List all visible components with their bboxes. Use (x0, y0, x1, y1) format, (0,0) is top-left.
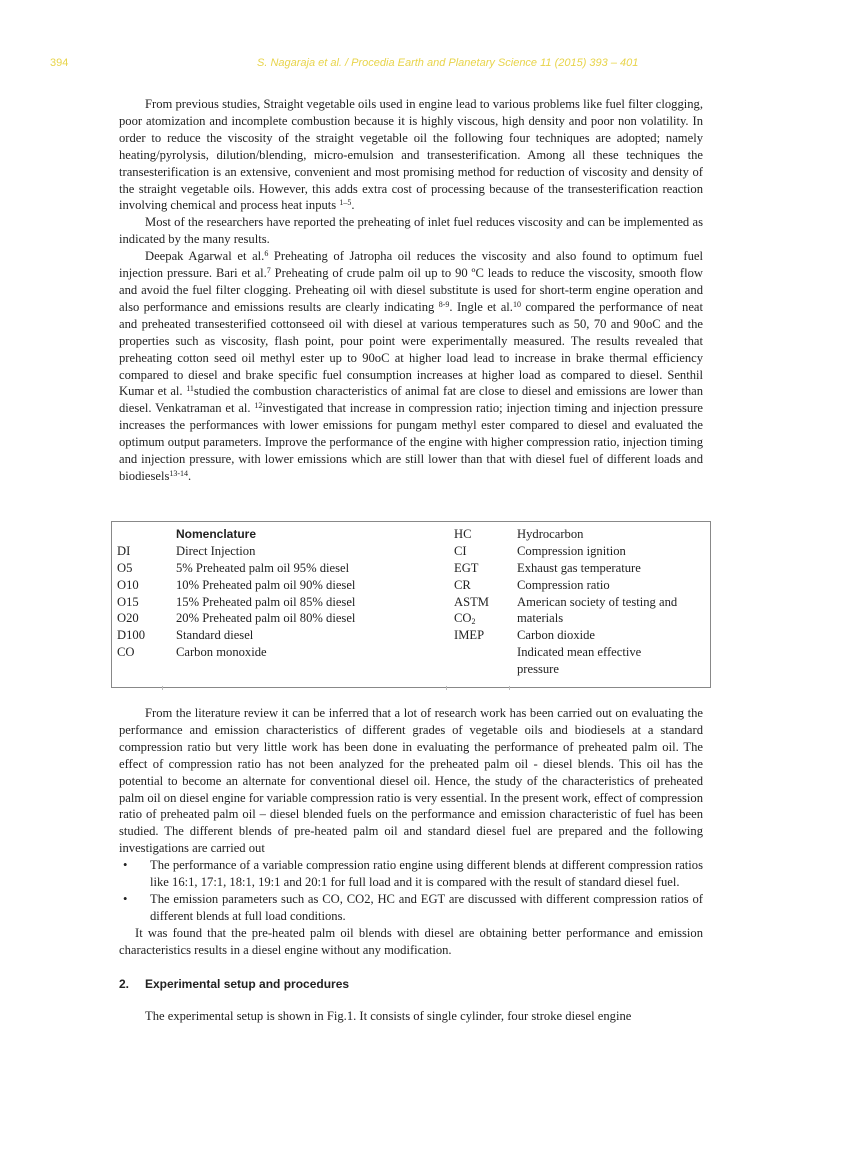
nomenclature-box (111, 521, 711, 688)
nomenclature-row: ASTM American society of testing and (454, 594, 678, 609)
table-tick (446, 686, 447, 690)
investigation-list (119, 857, 703, 925)
table-tick (509, 686, 510, 690)
citation: 7 (266, 266, 271, 276)
citation: 10 (512, 299, 521, 309)
paragraph-finding: It was found that the pre-heated palm oil blends with diesel are obtaining better performance and emission characteristics results in a diesel engine without any modification. (119, 925, 703, 957)
nomenclature-row: O15 15% Preheated palm oil 85% diesel (117, 594, 356, 609)
nomenclature-right-column (454, 526, 706, 678)
nomenclature-row: D100 Standard diesel (117, 628, 254, 643)
nomenclature-row: O5 5% Preheated palm oil 95% diesel (117, 560, 350, 575)
nomenclature-title: Nomenclature (176, 527, 257, 541)
citation: 1–5 (339, 198, 352, 208)
citation: 8-9 (438, 299, 450, 309)
section-number: 2. (119, 976, 130, 991)
paragraph-literature-review: From the literature review it can be inferred that a lot of research work has been carried out on evaluating the performance and emission characteristics of different grades of vegetable oils and biodiesels at a standard compression ratio but very little work has been done in evaluating the performance of preheated palm oil. The effect of compression ratio has not been analyzed for the preheated palm oil - diesel blends. This oil has the potential to become an alternate for conventional diesel oil. Hence, the study of the characteristics of preheated palm oil on diesel engine for variable compression ratio is very essential. In the present work, effect of compression ratio of preheated palm oil – diesel blended fuels on the performance and emission characteristic of fuel has been studied. The different blends of pre-heated palm oil and standard diesel fuel are prepared and the following investigations are carried out (119, 706, 703, 856)
citation: 11 (186, 384, 194, 394)
citation: 13-14 (169, 468, 189, 478)
section-heading (119, 976, 703, 993)
bullet-icon: • (123, 891, 128, 906)
table-tick (162, 686, 163, 690)
paragraph-literature: Deepak Agarwal et al.$^6$ Preheating of Jatropha oil reduces the viscosity and also found to optimum fuel injection pressure. Bari et al.$^7$ Preheating of crude palm oil up to 90 ºC leads to reduce the viscosity, smooth flow and avoid the fuel filter clogging. Preheating oil with diesel substitute is used for short-term engine operation and also performance and emissions results are clearly indicating $^{8-9}$. Ingle et al.$^{10}$ compared the performance of neat and preheated transesterified cottonseed oil with diesel at various temperatures such as 50, 70 and 90oC and the properties such as viscosity, flash point, pour point were experimentally measured. The results revealed that preheating cotton seed oil methyl ester up to 90oC at higher load lead to increase in brake thermal efficiency compared to diesel and brake specific fuel consumption increases at higher load as compared to diesel. Senthil Kumar et al. $^{11}$studied the combustion characteristics of animal fat are close to diesel and emissions are lower than diesel. Venkatraman et al. $^{12}$investigated that increase in compression ratio; injection timing and injection pressure increases the performances with lower emissions for pungam methyl ester compared to diesel and evaluated the optimum output parameters. Improve the performance of the engine with higher compression ratio, injection timing and injection pressure, with lower emissions which are still lower than that with diesel fuel of different loads and biodiesels$^{13-14}$. (119, 249, 703, 483)
running-header (0, 57, 846, 73)
list-item: • The performance of a variable compression ratio engine using different blends at different compression ratios like 16:1, 17:1, 18:1, 19:1 and 20:1 for full load and it is compared with the result of standard diesel fuel. (123, 858, 703, 890)
paragraph-setup: The experimental setup is shown in Fig.1. It consists of single cylinder, four stroke diesel engine (145, 1008, 632, 1023)
nomenclature-row: IMEP Carbon dioxide (454, 628, 595, 643)
running-title: S. Nagaraja et al. / Procedia Earth and Planetary Science 11 (2015) 393 – 401 (257, 57, 639, 69)
nomenclature-row: $CO_2$ materials (454, 611, 564, 627)
list-item: • The emission parameters such as CO, CO2, HC and EGT are discussed with different compression ratios of different blends at full load conditions. (123, 891, 703, 923)
citation: 12 (254, 401, 263, 411)
citation: 6 (264, 249, 269, 259)
nomenclature-row: DI Direct Injection (117, 543, 256, 558)
article-body-top (119, 96, 703, 485)
paragraph-preheating: Most of the researchers have reported the preheating of inlet fuel reduces viscosity and can be implemented as indicated by the many results. (119, 215, 703, 247)
nomenclature-left-column (117, 526, 447, 661)
nomenclature-row: CR Compression ratio (454, 577, 610, 592)
nomenclature-row: Indicated mean effective (517, 645, 642, 660)
nomenclature-row: pressure (517, 662, 559, 677)
article-body-bottom (119, 705, 703, 1024)
nomenclature-row: HC Hydrocarbon (454, 527, 584, 541)
paragraph-previous-studies: From previous studies, Straight vegetable oils used in engine lead to various problems like fuel filter clogging, poor atomization and incomplete combustion because it is highly viscous, high density and poor non volatility. In order to reduce the viscosity of the straight vegetable oil the following four techniques are adopted; namely heating/pyrolysis, dilution/blending, micro-emulsion and transesterification. Among all these techniques the transesterification is an extensive, convenient and most promising method for reduction of viscosity and density of the straight vegetable oils. However, this adds extra cost of processing because of the transesterification reaction involving chemical and process heat inputs $^{1-5}$. (119, 97, 703, 213)
nomenclature-row: CO Carbon monoxide (117, 645, 267, 660)
nomenclature-row: O20 20% Preheated palm oil 80% diesel (117, 611, 356, 626)
page-number: 394 (50, 57, 69, 69)
nomenclature-row: CI Compression ignition (454, 543, 626, 558)
nomenclature-row: O10 10% Preheated palm oil 90% diesel (117, 577, 356, 592)
section-title: Experimental setup and procedures (145, 976, 350, 991)
bullet-icon: • (123, 858, 128, 873)
nomenclature-row: EGT Exhaust gas temperature (454, 560, 641, 575)
